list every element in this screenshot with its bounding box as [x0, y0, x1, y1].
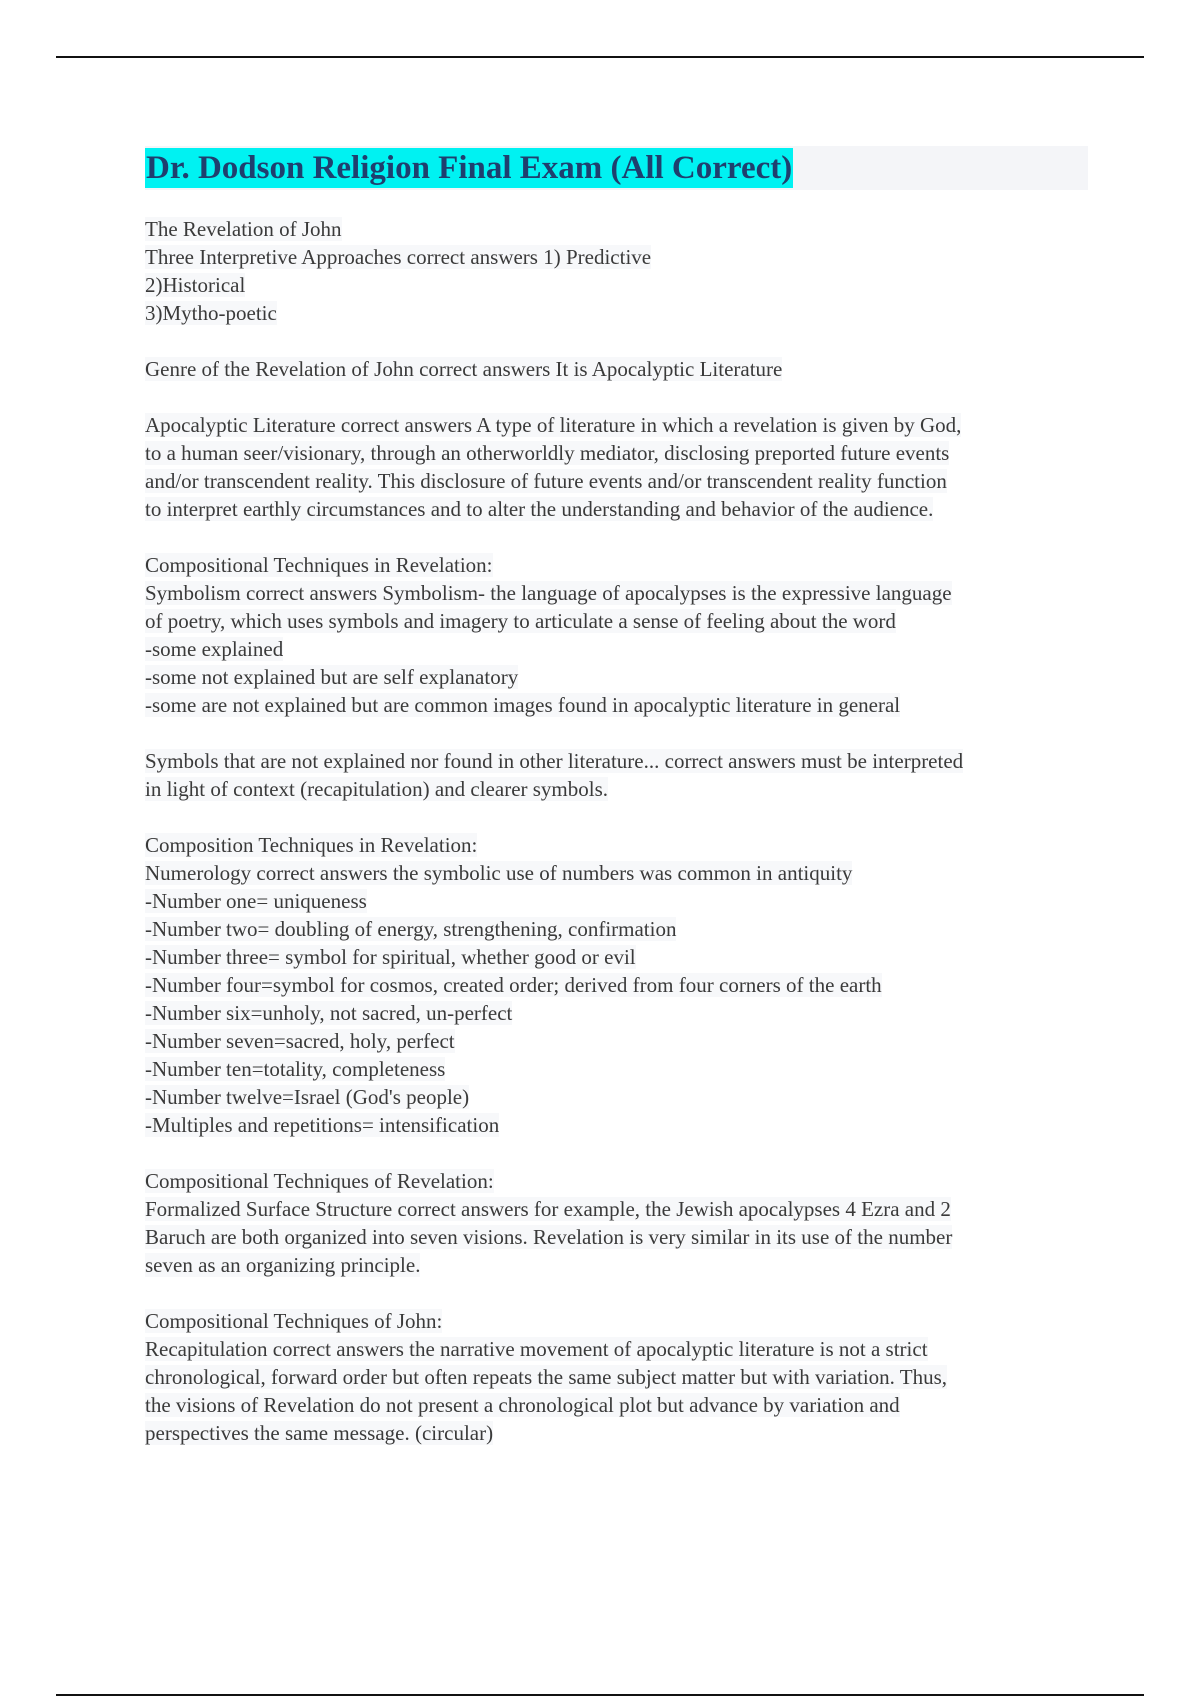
- text-line: [145, 1391, 1088, 1419]
- qa-section: [145, 215, 1088, 327]
- text-line: [145, 1083, 1088, 1111]
- line-text: Recapitulation correct answers the narrative movement of apocalyptic literature is not a strict: [145, 1337, 928, 1361]
- line-text: Symbolism correct answers Symbolism- the language of apocalypses is the expressive language: [145, 581, 952, 605]
- line-text: and/or transcendent reality. This disclosure of future events and/or transcendent reality function: [145, 469, 947, 493]
- text-line: [145, 887, 1088, 915]
- line-text: Compositional Techniques of Revelation:: [145, 1169, 494, 1193]
- line-text: -Number twelve=Israel (God's people): [145, 1085, 470, 1109]
- text-line: [145, 495, 1088, 523]
- qa-section: [145, 355, 1088, 383]
- line-text: -Number one= uniqueness: [145, 889, 367, 913]
- text-line: [145, 1335, 1088, 1363]
- text-line: [145, 579, 1088, 607]
- line-text: -Number six=unholy, not sacred, un-perfect: [145, 1001, 513, 1025]
- header-rule: [56, 56, 1144, 58]
- text-line: [145, 1363, 1088, 1391]
- line-text: -some are not explained but are common images found in apocalyptic literature in general: [145, 693, 901, 717]
- line-text: Composition Techniques in Revelation:: [145, 833, 478, 857]
- qa-section: [145, 411, 1088, 523]
- text-line: [145, 439, 1088, 467]
- line-text: Compositional Techniques in Revelation:: [145, 553, 493, 577]
- text-line: [145, 915, 1088, 943]
- text-line: [145, 691, 1088, 719]
- text-line: [145, 635, 1088, 663]
- line-text: Baruch are both organized into seven visions. Revelation is very similar in its use of the number: [145, 1225, 953, 1249]
- line-text: perspectives the same message. (circular): [145, 1421, 494, 1445]
- title-bar: [145, 146, 1088, 190]
- document-sections: [145, 215, 1088, 1447]
- text-line: [145, 859, 1088, 887]
- line-text: Genre of the Revelation of John correct answers It is Apocalyptic Literature: [145, 357, 783, 381]
- text-line: [145, 1167, 1088, 1195]
- line-text: 2)Historical: [145, 273, 246, 297]
- line-text: Formalized Surface Structure correct answers for example, the Jewish apocalypses 4 Ezra and 2: [145, 1197, 951, 1221]
- line-text: Three Interpretive Approaches correct answers 1) Predictive: [145, 245, 652, 269]
- text-line: [145, 411, 1088, 439]
- line-text: 3)Mytho-poetic: [145, 301, 277, 325]
- line-text: Apocalyptic Literature correct answers A type of literature in which a revelation is given by God,: [145, 413, 962, 437]
- text-line: [145, 1419, 1088, 1447]
- text-line: [145, 747, 1088, 775]
- text-line: [145, 551, 1088, 579]
- text-line: [145, 271, 1088, 299]
- line-text: of poetry, which uses symbols and imagery to articulate a sense of feeling about the word: [145, 609, 896, 633]
- line-text: -Number seven=sacred, holy, perfect: [145, 1029, 455, 1053]
- text-line: [145, 607, 1088, 635]
- text-line: [145, 467, 1088, 495]
- text-line: [145, 1195, 1088, 1223]
- qa-section: [145, 747, 1088, 803]
- footer-rule: [56, 1694, 1144, 1696]
- text-line: [145, 355, 1088, 383]
- document-body: [145, 146, 1088, 1447]
- line-text: -Number three= symbol for spiritual, whether good or evil: [145, 945, 636, 969]
- text-line: [145, 971, 1088, 999]
- qa-section: [145, 1167, 1088, 1279]
- text-line: [145, 299, 1088, 327]
- text-line: [145, 243, 1088, 271]
- text-line: [145, 1307, 1088, 1335]
- section-gap: [145, 719, 1088, 747]
- line-text: Compositional Techniques of John:: [145, 1309, 443, 1333]
- qa-section: [145, 1307, 1088, 1447]
- line-text: -some not explained but are self explanatory: [145, 665, 519, 689]
- line-text: -some explained: [145, 637, 284, 661]
- text-line: [145, 1027, 1088, 1055]
- section-gap: [145, 383, 1088, 411]
- text-line: [145, 1111, 1088, 1139]
- text-line: [145, 1251, 1088, 1279]
- line-text: -Multiples and repetitions= intensification: [145, 1113, 500, 1137]
- line-text: chronological, forward order but often repeats the same subject matter but with variation. Thus,: [145, 1365, 948, 1389]
- document-title: Dr. Dodson Religion Final Exam (All Correct): [146, 150, 793, 186]
- line-text: -Number four=symbol for cosmos, created order; derived from four corners of the earth: [145, 973, 882, 997]
- text-line: [145, 1055, 1088, 1083]
- text-line: [145, 831, 1088, 859]
- line-text: -Number ten=totality, completeness: [145, 1057, 446, 1081]
- section-gap: [145, 523, 1088, 551]
- line-text: to interpret earthly circumstances and to alter the understanding and behavior of the audience.: [145, 497, 934, 521]
- section-gap: [145, 1279, 1088, 1307]
- section-gap: [145, 1139, 1088, 1167]
- line-text: to a human seer/visionary, through an otherworldly mediator, disclosing preported future events: [145, 441, 950, 465]
- section-gap: [145, 327, 1088, 355]
- line-text: The Revelation of John: [145, 217, 342, 241]
- line-text: Numerology correct answers the symbolic use of numbers was common in antiquity: [145, 861, 853, 885]
- text-line: [145, 943, 1088, 971]
- text-line: [145, 775, 1088, 803]
- qa-section: [145, 831, 1088, 1139]
- line-text: the visions of Revelation do not present a chronological plot but advance by variation and: [145, 1393, 900, 1417]
- qa-section: [145, 551, 1088, 719]
- line-text: -Number two= doubling of energy, strengthening, confirmation: [145, 917, 677, 941]
- line-text: Symbols that are not explained nor found in other literature... correct answers must be interpreted: [145, 749, 964, 773]
- text-line: [145, 1223, 1088, 1251]
- text-line: [145, 663, 1088, 691]
- line-text: seven as an organizing principle.: [145, 1253, 421, 1277]
- text-line: [145, 215, 1088, 243]
- section-gap: [145, 803, 1088, 831]
- line-text: in light of context (recapitulation) and clearer symbols.: [145, 777, 609, 801]
- text-line: [145, 999, 1088, 1027]
